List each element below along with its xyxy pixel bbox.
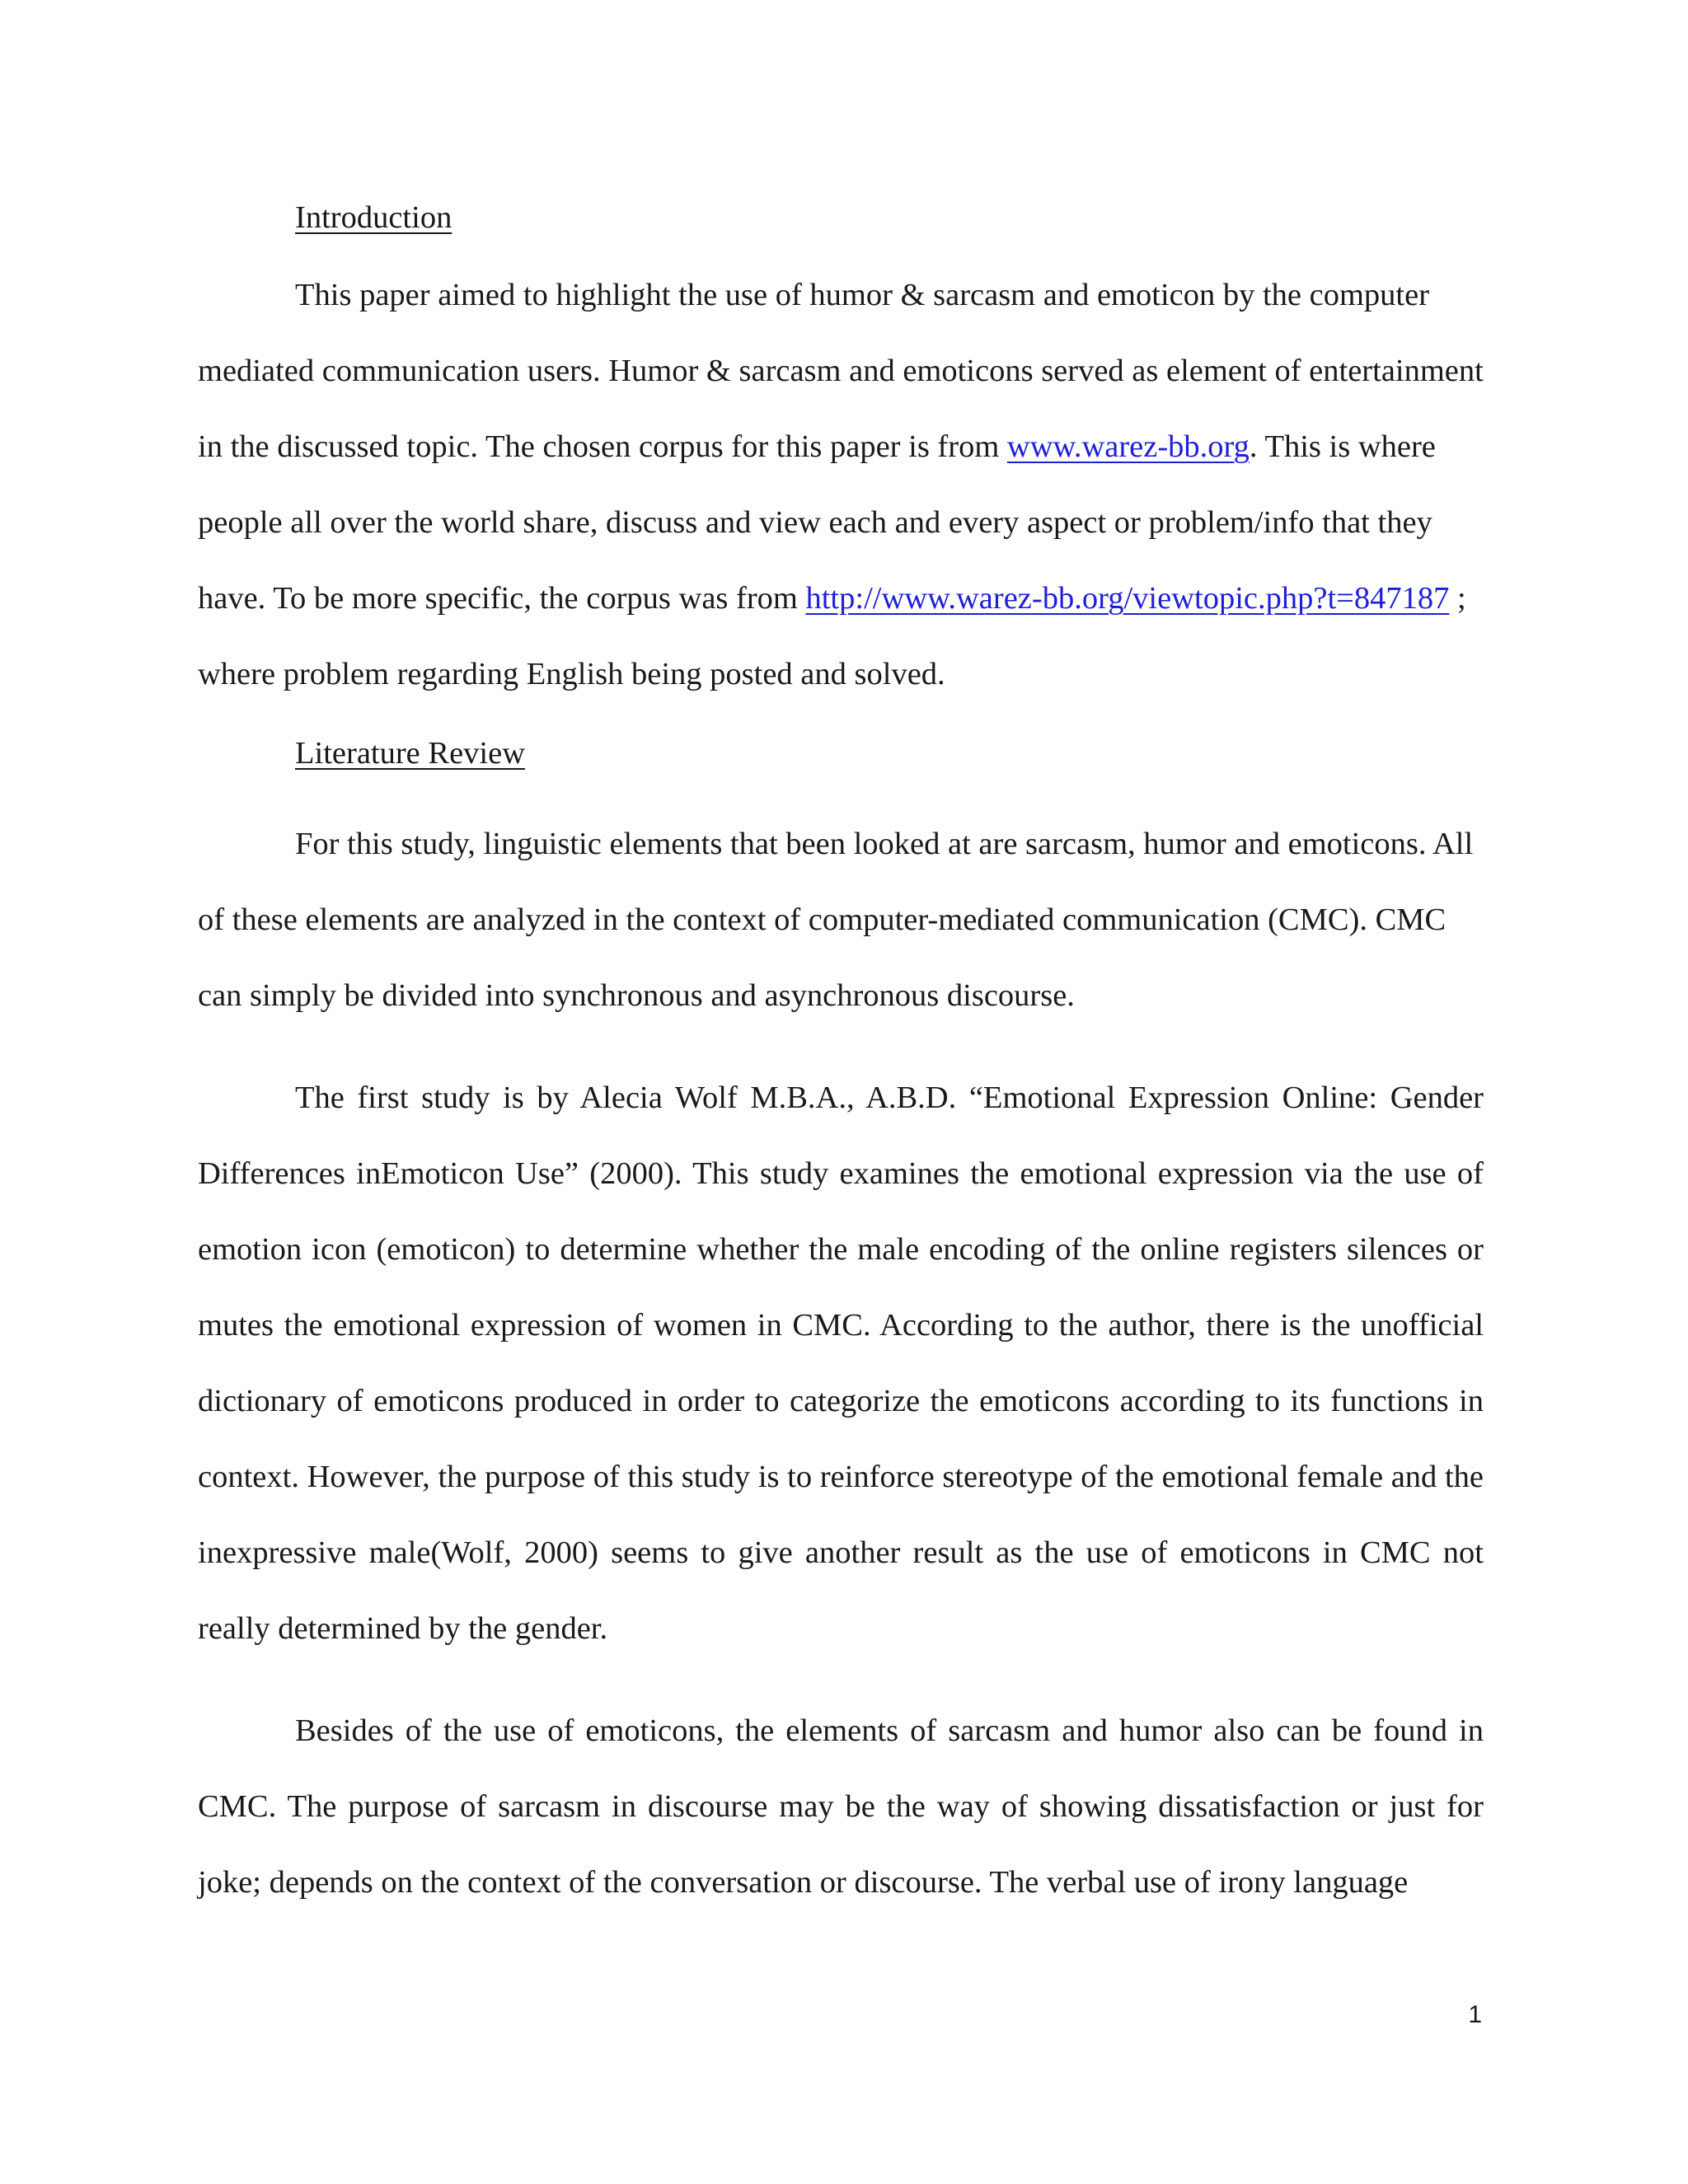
introduction-text-a: This paper aimed to highlight the use of humor & sarcasm and emoticon by the computer mediated communication users. Humor & sarcasm and emoticons served as element of entertainment in the discussed topic. The chosen corpus for this paper is from [198, 278, 1484, 464]
introduction-heading: Introduction [295, 200, 452, 235]
introduction-paragraph [198, 257, 1484, 712]
introduction-text-b: . This is where people all over the world share, discuss and view each and every aspect or problem/info that they have. To be more specific, the corpus was from [198, 429, 1436, 616]
page-content [198, 191, 1484, 1920]
literature-paragraph-3: Besides of the use of emoticons, the elements of sarcasm and humor also can be found in CMC. The purpose of sarcasm in discourse may be the way of showing dissatisfaction or just for joke; depends on the context of the conversation or discourse. The verbal use of irony language [198, 1713, 1484, 1900]
introduction-text-c: ; where problem regarding English being posted and solved. [198, 581, 1466, 691]
literature-paragraph-1: For this study, linguistic elements that been looked at are sarcasm, humor and emoticons. All of these elements are analyzed in the context of computer-mediated communication (CMC). CMC can simply be divided into synchronous and asynchronous discourse. [198, 827, 1474, 1013]
page-number: 1 [1468, 2001, 1482, 2028]
warez-bb-link[interactable]: www.warez-bb.org [1006, 429, 1250, 464]
viewtopic-link[interactable]: http://www.warez-bb.org/viewtopic.php?t=847187 [805, 581, 1450, 616]
literature-paragraph-2: The first study is by Alecia Wolf M.B.A., A.B.D. “Emotional Expression Online: Gender Differences inEmoticon Use” (2000). This study examines the emotional expression via the use of emotion icon (emoticon) to determine whether the male encoding of the online registers silences or mutes the emotional expression of women in CMC. According to the author, there is the unofficial dictionary of emoticons produced in order to categorize the emoticons according to its functions in context. However, the purpose of this study is to reinforce stereotype of the emotional female and the inexpressive male(Wolf, 2000) seems to give another result as the use of emoticons in CMC not really determined by the gender. [198, 1080, 1484, 1646]
literature-review-heading: Literature Review [295, 736, 525, 771]
